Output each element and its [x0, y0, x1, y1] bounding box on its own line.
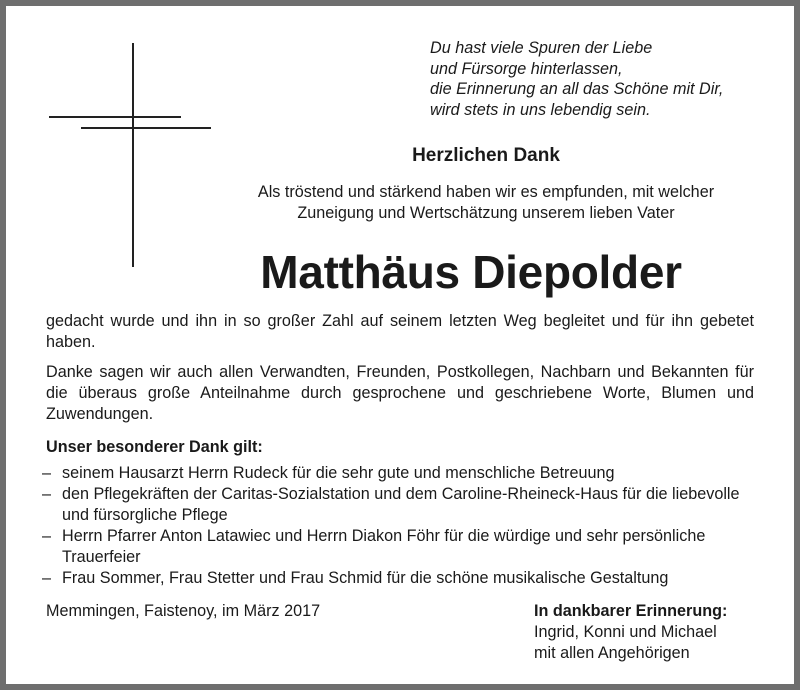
- deceased-name: Matthäus Diepolder: [260, 246, 682, 298]
- intro-line: Als tröstend und stärkend haben wir es empfunden, mit welcher: [257, 183, 715, 201]
- poem-line: die Erinnerung an all das Schöne mit Dir,: [430, 80, 724, 98]
- list-item-text: Herrn Pfarrer Anton Latawiec und Herrn Diakon Föhr für die würdige und sehr persönliche Trauerfeier: [62, 527, 706, 566]
- poem-line: wird stets in uns lebendig sein.: [430, 100, 651, 119]
- thanks-title: Herzlichen Dank: [412, 145, 560, 166]
- dash-bullet: –: [42, 464, 52, 482]
- signature-block: [534, 601, 727, 664]
- special-thanks-list: [42, 463, 754, 589]
- special-thanks-heading: Unser besonderer Dank gilt:: [46, 438, 263, 456]
- cross-horizontal-line-lower: [81, 127, 211, 129]
- list-item: [42, 568, 754, 589]
- list-item: [42, 484, 754, 526]
- list-item-text: Frau Sommer, Frau Stetter und Frau Schmid für die schöne musikalische Gestaltung: [62, 569, 669, 587]
- cross-horizontal-line-upper: [49, 116, 181, 118]
- list-item: [42, 463, 754, 484]
- poem-line: Du hast viele Spuren der Liebe: [430, 39, 653, 57]
- dash-bullet: –: [42, 569, 52, 587]
- signature-line: mit allen Angehörigen: [534, 644, 690, 662]
- paragraph-thanks-all: Danke sagen wir auch allen Verwandten, Freunden, Postkollegen, Nachbarn und Bekannten für die überaus große Anteilnahme durch gesprochene und geschriebene Worte, Blumen und Zuwendungen.: [46, 363, 754, 423]
- intro-line: Zuneigung und Wertschätzung unserem lieben Vater: [297, 204, 675, 222]
- list-item-text: seinem Hausarzt Herrn Rudeck für die sehr gute und menschliche Betreuung: [62, 464, 615, 482]
- list-item-text: den Pflegekräften der Caritas-Sozialstation und dem Caroline-Rheineck-Haus für die liebevolle und fürsorgliche Pflege: [62, 485, 740, 524]
- memorial-poem: [430, 38, 790, 120]
- cross-vertical-line: [132, 43, 134, 267]
- dash-bullet: –: [42, 527, 52, 545]
- list-item: [42, 526, 754, 568]
- signature-line: Ingrid, Konni und Michael: [534, 623, 717, 641]
- signature-label: In dankbarer Erinnerung:: [534, 602, 728, 620]
- dash-bullet: –: [42, 485, 52, 503]
- paragraph-gratitude: gedacht wurde und ihn in so großer Zahl auf seinem letzten Weg begleitet und für ihn gebetet haben.: [46, 312, 754, 351]
- place-date: Memmingen, Faistenoy, im März 2017: [46, 602, 321, 620]
- poem-line: und Fürsorge hinterlassen,: [430, 59, 623, 78]
- intro-text: [206, 182, 766, 224]
